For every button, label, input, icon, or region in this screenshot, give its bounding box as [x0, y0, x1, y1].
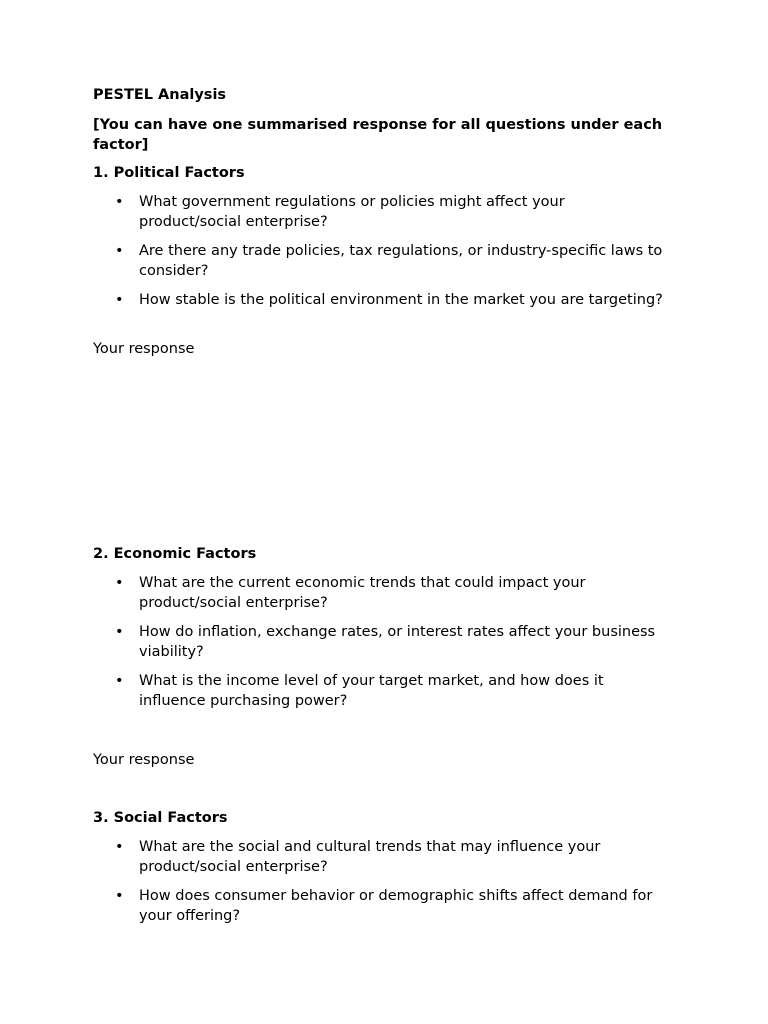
document-title: PESTEL Analysis [93, 87, 227, 103]
instruction-text: [You can have one summarised response for all questions under each factor] [93, 117, 663, 153]
question-text: How stable is the political environment in the market you are targeting? [139, 292, 663, 308]
bullet-icon: • [115, 673, 124, 689]
question-text: What is the income level of your target market, and how does it influence purchasing power? [139, 673, 604, 709]
list-item [93, 193, 669, 232]
list-item [93, 291, 669, 311]
list-item [93, 242, 669, 281]
section-heading-political: 1. Political Factors [93, 165, 245, 181]
section-heading-social: 3. Social Factors [93, 810, 228, 826]
bullet-icon: • [115, 624, 124, 640]
response-label-economic: Your response [93, 752, 195, 768]
bullet-icon: • [115, 839, 124, 855]
economic-questions-list [93, 574, 673, 721]
bullet-icon: • [115, 292, 124, 308]
bullet-icon: • [115, 194, 124, 210]
question-text: How does consumer behavior or demographic shifts affect demand for your offering? [139, 888, 653, 924]
list-item [93, 623, 669, 662]
bullet-icon: • [115, 888, 124, 904]
question-text: What are the social and cultural trends that may influence your product/social enterprise? [139, 839, 601, 875]
question-text: What are the current economic trends that could impact your product/social enterprise? [139, 575, 586, 611]
political-questions-list [93, 193, 673, 321]
question-text: What government regulations or policies might affect your product/social enterprise? [139, 194, 565, 230]
bullet-icon: • [115, 243, 124, 259]
question-text: How do inflation, exchange rates, or interest rates affect your business viability? [139, 624, 656, 660]
list-item [93, 672, 669, 711]
question-text: Are there any trade policies, tax regulations, or industry-specific laws to consider? [139, 243, 663, 279]
section-heading-economic: 2. Economic Factors [93, 546, 257, 562]
bullet-icon: • [115, 575, 124, 591]
social-questions-list [93, 838, 673, 936]
list-item [93, 838, 669, 877]
response-label-political: Your response [93, 341, 195, 357]
list-item [93, 574, 669, 613]
list-item [93, 887, 669, 926]
